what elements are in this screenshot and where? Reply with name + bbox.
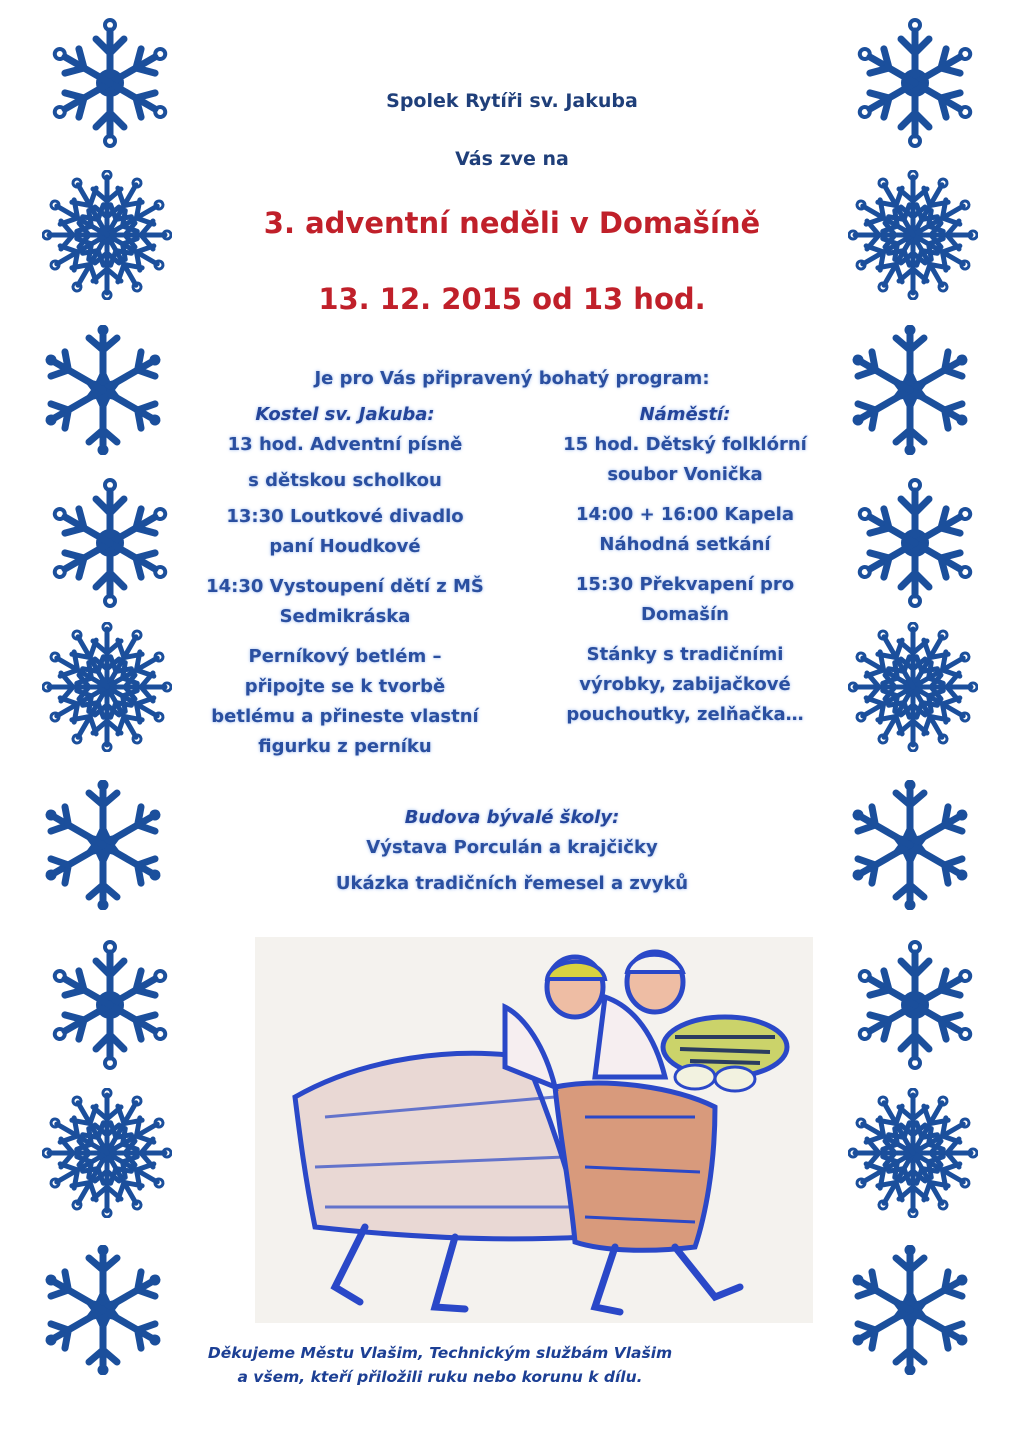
program-item: Výstava Porculán a krajčičky	[366, 837, 658, 858]
program-item: 13:30 Loutkové divadlo	[226, 506, 464, 527]
section-heading-square: Náměstí:	[639, 404, 731, 425]
program-item: Sedmikráska	[279, 606, 411, 627]
snowflake-icon	[42, 1088, 172, 1218]
invite-text: Vás zve na	[455, 148, 569, 170]
program-item: s dětskou scholkou	[248, 470, 442, 491]
snowflake-icon	[845, 1245, 975, 1375]
section-school	[180, 803, 844, 899]
program-item: Náhodná setkání	[599, 534, 771, 555]
snowflake-icon	[45, 478, 175, 608]
program-item: soubor Vonička	[607, 464, 763, 485]
program-item: připojte se k tvorbě	[244, 676, 446, 697]
folk-illustration	[255, 937, 813, 1323]
snowflake-icon	[845, 780, 975, 910]
snowflake-icon	[38, 1245, 168, 1375]
snowflake-icon	[848, 622, 978, 752]
snowflake-icon	[850, 940, 980, 1070]
section-heading-church: Kostel sv. Jakuba:	[255, 404, 435, 425]
program-item: 13 hod. Adventní písně	[227, 434, 463, 455]
thanks-line-2: a všem, kteří přiložili ruku nebo korunu k dílu.	[237, 1368, 643, 1386]
event-title: 3. adventní neděli v Domašíně	[263, 206, 761, 240]
snowflake-icon	[848, 1088, 978, 1218]
program-left-column	[190, 400, 500, 762]
program-item: 14:30 Vystoupení dětí z MŠ	[206, 576, 484, 597]
snowflake-icon	[42, 622, 172, 752]
program-item: paní Houdkové	[269, 536, 421, 557]
section-heading-school: Budova bývalé školy:	[404, 807, 620, 828]
snowflake-icon	[850, 18, 980, 148]
program-item: pouchoutky, zelňačka…	[566, 704, 804, 725]
snowflake-icon	[45, 940, 175, 1070]
snowflake-icon	[38, 780, 168, 910]
thanks-line-1: Děkujeme Městu Vlašim, Technickým službám Vlašim	[207, 1344, 673, 1362]
program-item: figurku z perníku	[258, 736, 432, 757]
snowflake-icon	[850, 478, 980, 608]
program-item: výrobky, zabijačkové	[579, 674, 791, 695]
program-item: betlému a přineste vlastní	[211, 706, 479, 727]
organizer-name: Spolek Rytíři sv. Jakuba	[386, 90, 638, 112]
program-item: 15 hod. Dětský folklórní	[563, 434, 807, 455]
snowflake-icon	[45, 18, 175, 148]
program-item: Ukázka tradičních řemesel a zvyků	[335, 873, 689, 894]
program-item: Stánky s tradičními	[586, 644, 784, 665]
event-date: 13. 12. 2015 od 13 hod.	[318, 282, 706, 316]
program-item: 14:00 + 16:00 Kapela	[576, 504, 794, 525]
snowflake-icon	[845, 325, 975, 455]
program-item: 15:30 Překvapení pro	[575, 574, 795, 595]
program-right-column	[530, 400, 840, 730]
program-intro: Je pro Vás připravený bohatý program:	[314, 368, 710, 389]
program-item: Perníkový betlém –	[248, 646, 442, 667]
program-item: Domašín	[641, 604, 729, 625]
snowflake-icon	[38, 325, 168, 455]
snowflake-icon	[42, 170, 172, 300]
snowflake-icon	[848, 170, 978, 300]
